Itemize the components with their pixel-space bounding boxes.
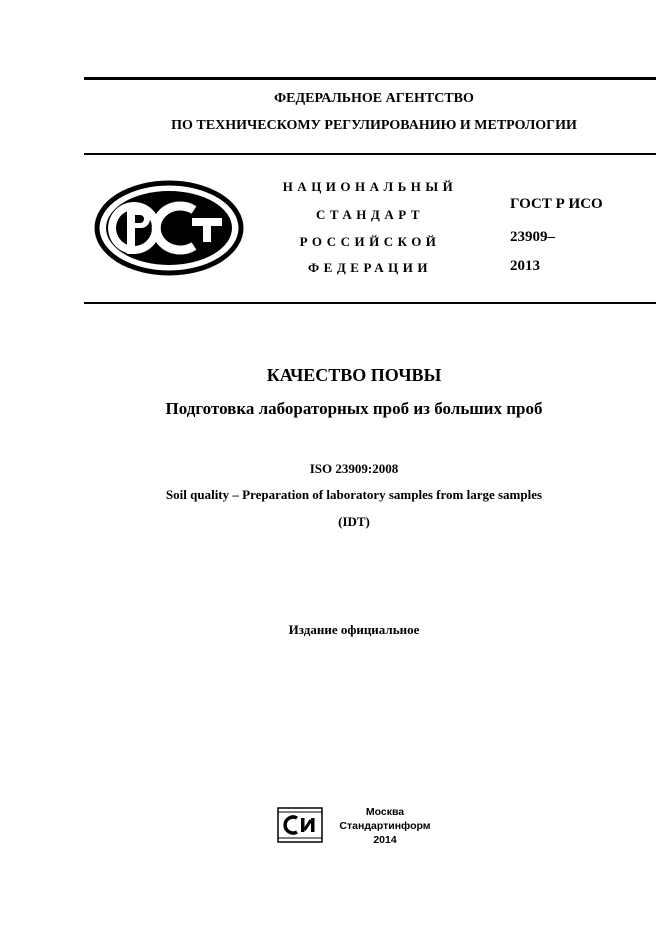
iso-title: Soil quality – Preparation of laboratory samples from large samples [165,487,543,502]
designation-line-1: ГОСТ Р ИСО [510,196,603,212]
publisher-name: Стандартинформ [339,820,431,832]
designation-line-3: 2013 [510,258,540,274]
agency-line-2: ПО ТЕХНИЧЕСКОМУ РЕГУЛИРОВАНИЮ И МЕТРОЛОГИИ [171,118,577,133]
document-title: КАЧЕСТВО ПОЧВЫ [266,365,442,385]
logo-block-divider [84,302,656,304]
edition-note: Издание официальное [288,622,420,637]
iso-equivalence: (IDT) [338,514,370,529]
standartinform-logo-icon [277,806,323,844]
header-divider [84,153,656,155]
publisher-city: Москва [365,806,405,818]
rst-certification-mark-icon [94,180,244,276]
agency-line-1: ФЕДЕРАЛЬНОЕ АГЕНТСТВО [274,91,474,106]
standard-type-line-4: ФЕДЕРАЦИИ [308,260,432,275]
standard-type-line-2: СТАНДАРТ [315,207,424,222]
top-rule [84,77,656,80]
iso-number: ISO 23909:2008 [309,461,399,476]
publisher-year: 2014 [373,834,397,846]
standard-type-line-3: РОССИЙСКОЙ [299,234,441,249]
standard-type-line-1: НАЦИОНАЛЬНЫЙ [282,179,458,194]
designation-line-2: 23909– [510,229,555,245]
document-subtitle: Подготовка лабораторных проб из больших проб [165,399,543,418]
